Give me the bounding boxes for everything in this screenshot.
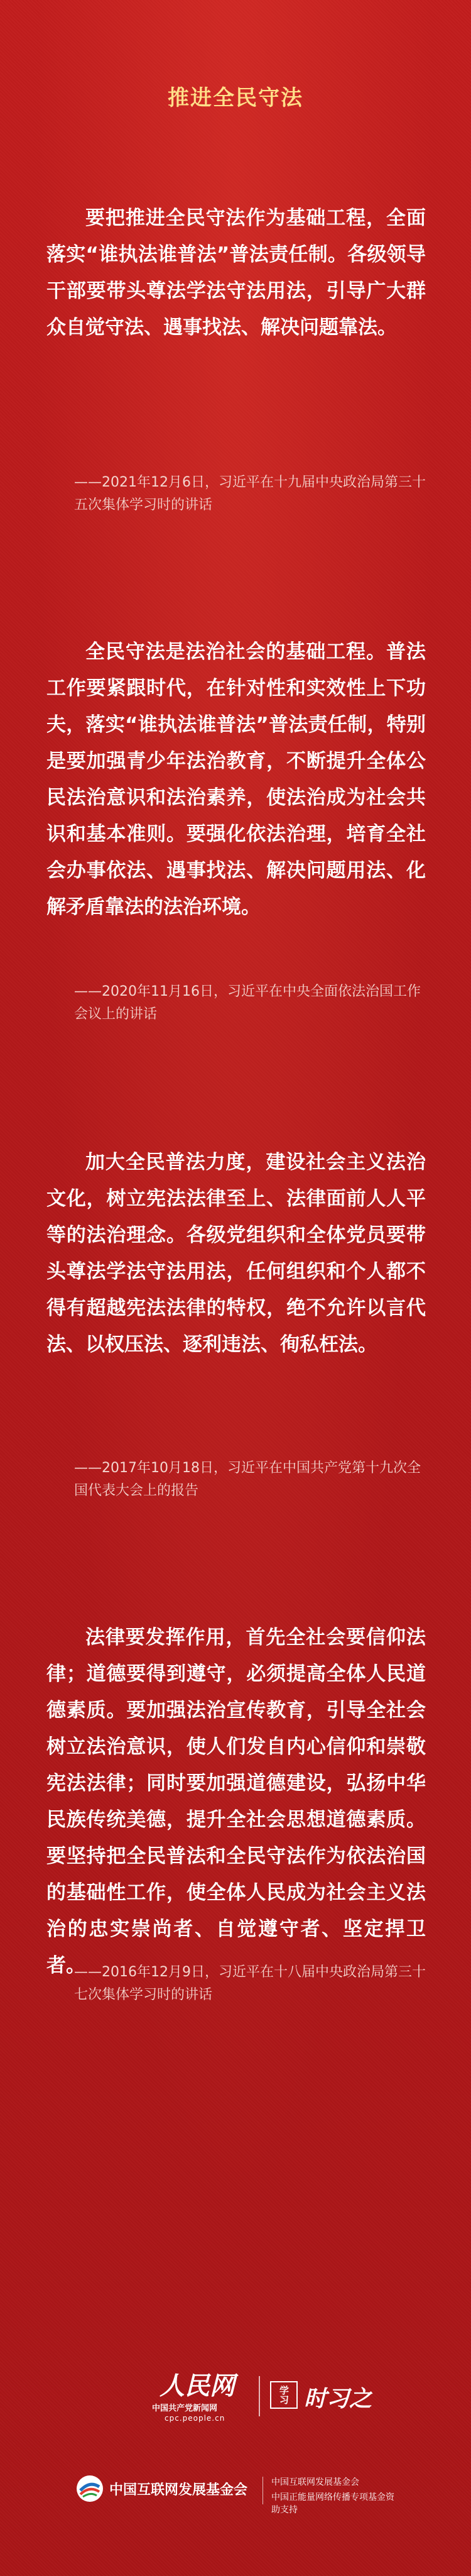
quote-source-4 (46, 1961, 426, 2006)
footer-divider (259, 2376, 260, 2416)
shixizhi-logo (270, 2377, 383, 2415)
quote-section-4 (46, 1619, 426, 1984)
quote-source-2 (46, 981, 426, 1026)
people-logo (143, 2366, 250, 2429)
quote-section-3 (46, 1144, 426, 1363)
shixizhi-text: 时习之 (304, 2386, 372, 2412)
quote-source-1 (46, 471, 426, 517)
people-logo-url: cpc.people.cn (165, 2414, 225, 2423)
quote-source: ——2021年12月6日，习近平在十九届中央政治局第三十五次集体学习时的讲话 (74, 475, 426, 513)
quote-section-2 (46, 634, 426, 925)
footer (0, 2351, 471, 2565)
quote-source: ——2020年11月16日，习近平在中央全面依法治国工作会议上的讲话 (74, 984, 421, 1022)
quote-section-1 (46, 200, 426, 346)
people-logo-text: 人民网 (160, 2371, 235, 2401)
xuexi-seal-text: 学习 (278, 2386, 290, 2404)
quote-text: 加大全民普法力度，建设社会主义法治文化，树立宪法法律至上、法律面前人人平等的法治理念。各级党组织和全体党员要带头尊法学法守法用法，任何组织和个人都不得有超越宪法法律的特权，绝不允许以言代法、以权压法、逐利违法、徇私枉法。 (46, 1151, 426, 1356)
people-logo-sub: 中国共产党新闻网 (152, 2404, 218, 2413)
quote-text: 要把推进全民守法作为基础工程，全面落实“谁执法谁普法”普法责任制。各级领导干部要带头尊法学法守法用法，引导广大群众自觉守法、遇事找法、解决问题靠法。 (46, 207, 426, 339)
page-title: 推进全民守法 (168, 85, 303, 111)
quote-source-3 (46, 1457, 426, 1502)
quote-source: ——2017年10月18日，习近平在中国共产党第十九次全国代表大会上的报告 (74, 1460, 421, 1499)
cidf-line-2: 中国正能量网络传播专项基金资助支持 (271, 2492, 394, 2515)
quote-text: 全民守法是法治社会的基础工程。普法工作要紧跟时代，在针对性和实效性上下功夫，落实“谁执法谁普法”普法责任制，特别是要加强青少年法治教育，不断提升全体公民法治意识和法治素养，使法治成为社会共识和基本准则。要强化依法治理，培育全社会办事依法、遇事找法、解决问题用法、化解矛盾靠法的法治环境。 (46, 641, 426, 918)
quote-source: ——2016年12月9日，习近平在十八届中央政治局第三十七次集体学习时的讲话 (74, 1964, 426, 2003)
cidf-line-1: 中国互联网发展基金会 (271, 2477, 359, 2487)
cidf-name: 中国互联网发展基金会 (109, 2482, 248, 2498)
cidf-logo (75, 2472, 402, 2515)
quote-text: 法律要发挥作用，首先全社会要信仰法律；道德要得到遵守，必须提高全体人民道德素质。要加强法治宣传教育，引导全社会树立法治意识，使人们发自内心信仰和崇敬宪法法律；同时要加强道德建设，弘扬中华民族传统美德，提升全社会思想道德素质。要坚持把全民普法和全民守法作为依法治国的基础性工作，使全体人民成为社会主义法治的忠实崇尚者、自觉遵守者、坚定捍卫者。 (46, 1626, 426, 1977)
xuexi-seal-icon (270, 2381, 298, 2409)
cidf-emblem-icon (75, 2474, 104, 2503)
